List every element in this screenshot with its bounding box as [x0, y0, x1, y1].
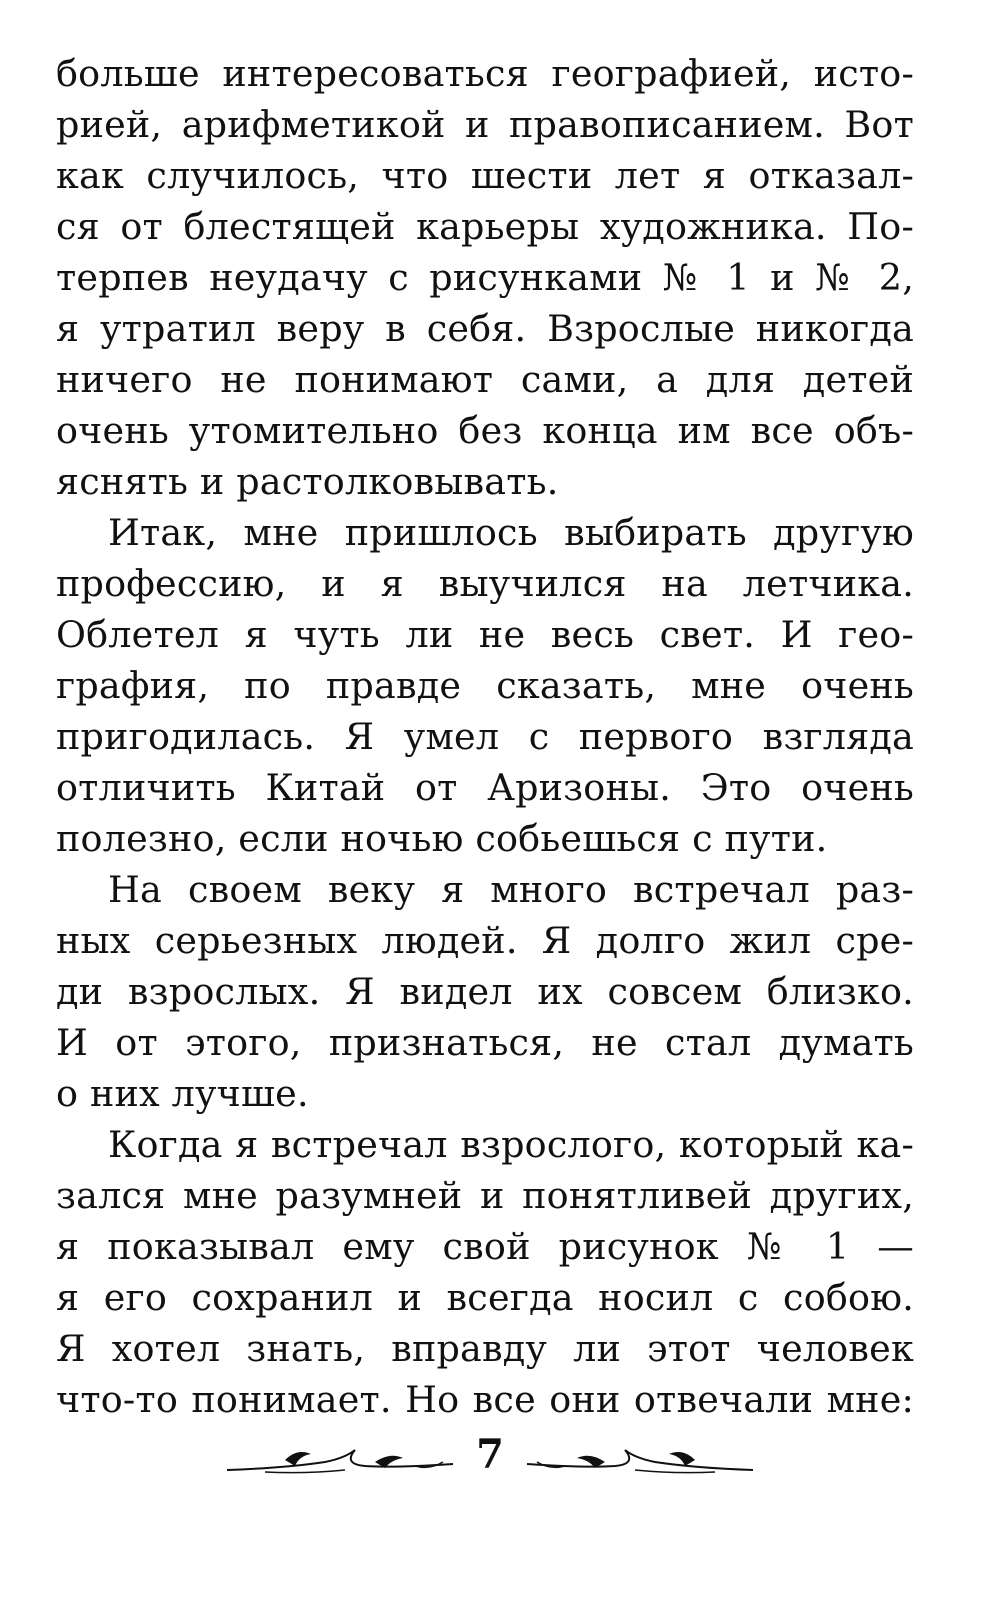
text-line: я его сохранил и всегда носил с собою.	[56, 1276, 914, 1319]
text-line: Облетел я чуть ли не весь свет. И гео-	[56, 613, 914, 656]
text-line: На своем веку я много встречал раз-	[108, 868, 914, 911]
text-line: ных серьезных людей. Я долго жил сре-	[56, 919, 914, 962]
text-line: графия, по правде сказать, мне очень	[56, 664, 914, 707]
text-line: полезно, если ночью собьешься с пути.	[56, 817, 828, 860]
text-line: ничего не понимают сами, а для детей	[56, 358, 914, 401]
page-footer	[0, 1430, 1000, 1490]
text-line: И от этого, признаться, не стал думать	[56, 1021, 914, 1064]
text-line: профессию, и я выучился на летчика.	[56, 562, 914, 605]
text-line: что-то понимает. Но все они отвечали мне:	[56, 1378, 914, 1421]
text-line: терпев неудачу с рисунками № 1 и № 2,	[56, 256, 914, 299]
text-line: рией, арифметикой и правописанием. Вот	[56, 103, 914, 146]
text-line: очень утомительно без конца им все объ-	[56, 409, 914, 452]
text-line: о них лучше.	[56, 1072, 309, 1115]
paragraph-3	[56, 864, 914, 1119]
page-number: 7	[476, 1431, 504, 1478]
text-line: я показывал ему свой рисунок № 1 —	[56, 1225, 914, 1268]
paragraph-2	[56, 507, 914, 864]
text-line: яснять и растолковывать.	[56, 460, 559, 503]
text-line: пригодилась. Я умел с первого взгляда	[56, 715, 914, 758]
text-line: отличить Китай от Аризоны. Это очень	[56, 766, 914, 809]
flourish-ornament-icon	[525, 1440, 755, 1480]
text-line: Итак, мне пришлось выбирать другую	[108, 511, 914, 554]
body-text	[56, 48, 914, 1425]
text-line: я утратил веру в себя. Взрослые никогда	[56, 307, 914, 350]
paragraph-1	[56, 48, 914, 507]
text-line: Когда я встречал взрослого, который ка-	[108, 1123, 914, 1166]
text-line: ся от блестящей карьеры художника. По-	[56, 205, 914, 248]
text-line: больше интересоваться географией, исто-	[56, 52, 914, 95]
text-line: как случилось, что шести лет я отказал-	[56, 154, 914, 197]
text-line: ди взрослых. Я видел их совсем близко.	[56, 970, 914, 1013]
flourish-ornament-icon	[225, 1440, 455, 1480]
text-line: Я хотел знать, вправду ли этот человек	[56, 1327, 914, 1370]
paragraph-4	[56, 1119, 914, 1425]
text-line: зался мне разумней и понятливей других,	[56, 1174, 914, 1217]
